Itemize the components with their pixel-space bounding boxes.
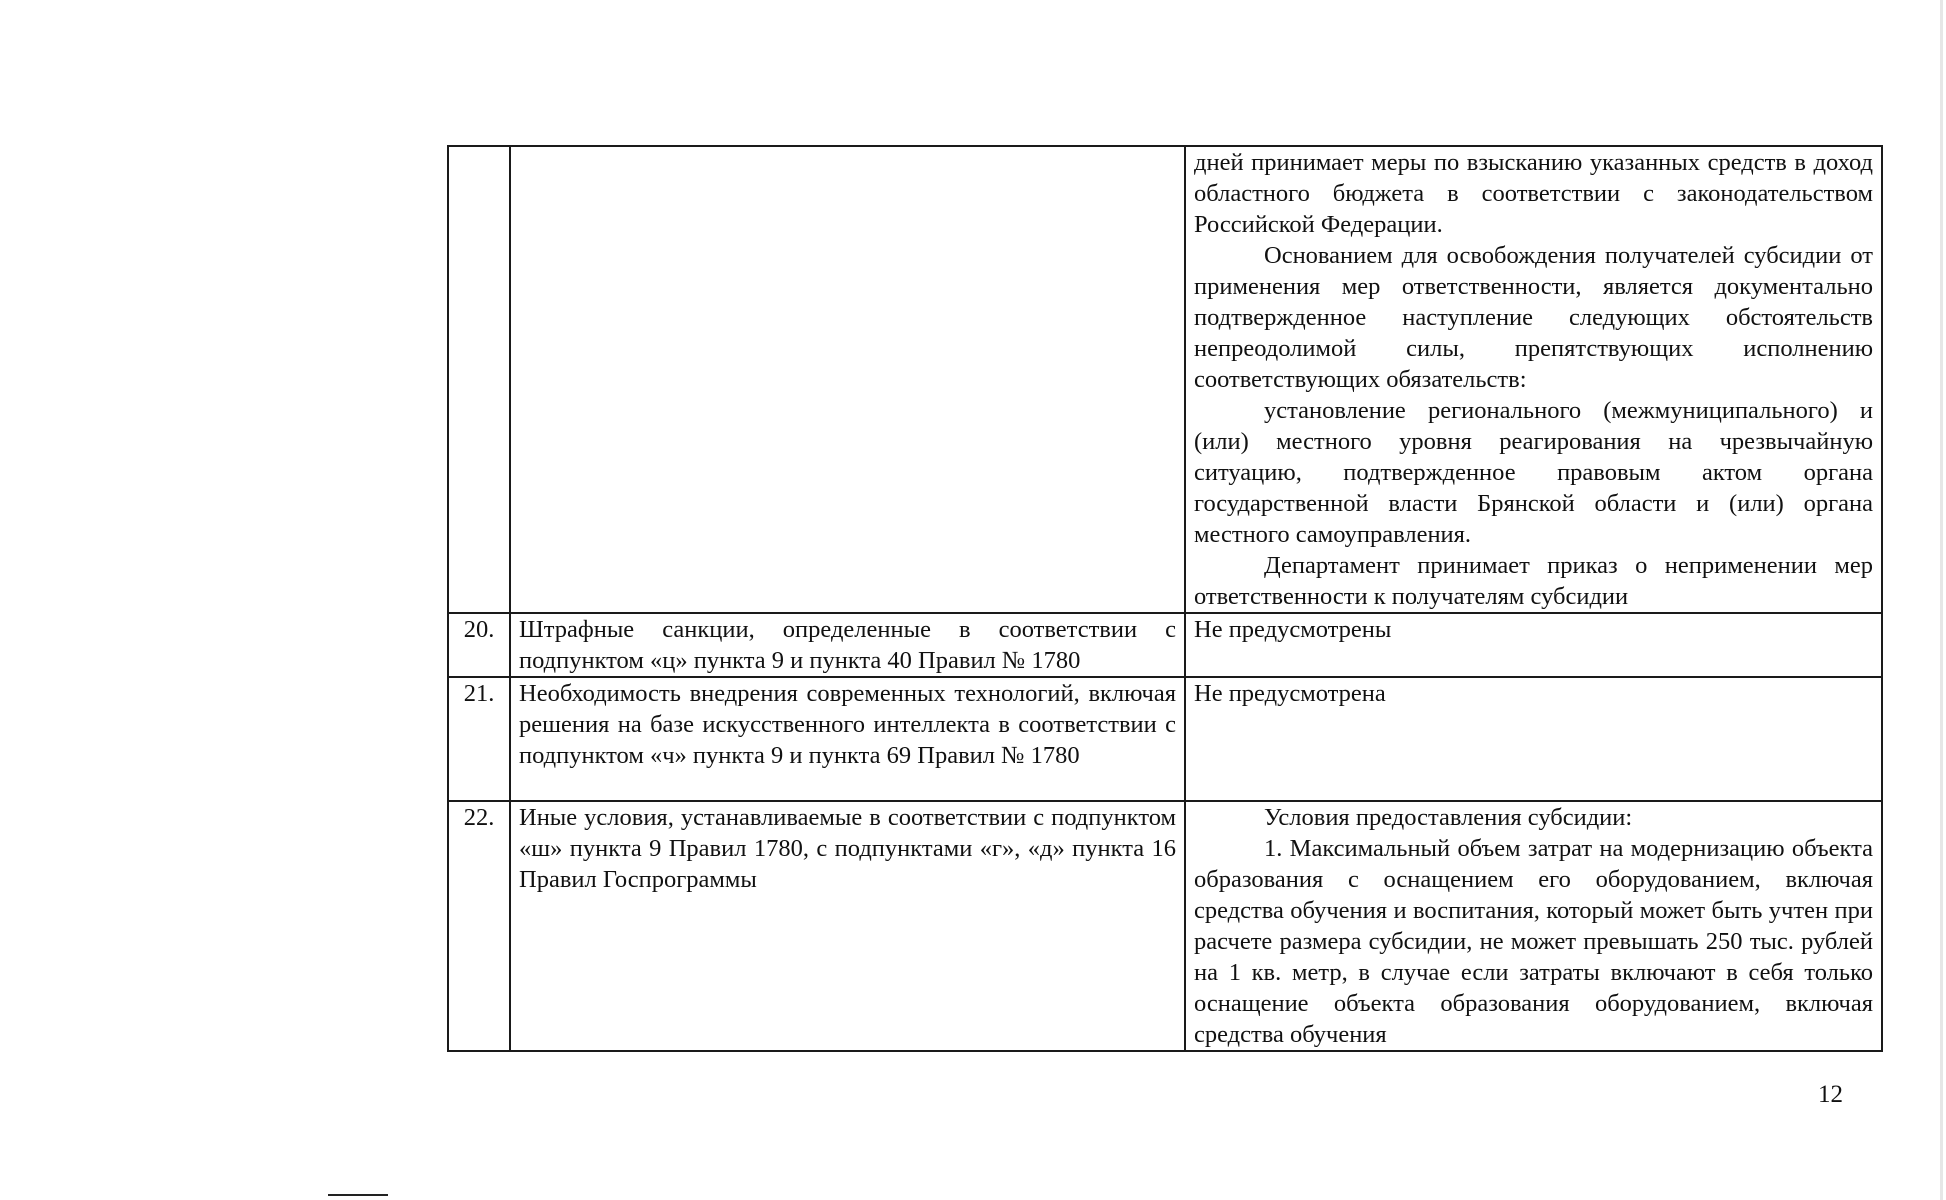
row-number-cell: 20. xyxy=(448,613,510,677)
value-paragraph: Условия предоставления субсидии: xyxy=(1264,804,1633,831)
bottom-scan-mark xyxy=(328,1194,388,1196)
condition-name-cell: Иные условия, устанавливаемые в соответствии с подпунктом «ш» пункта 9 Правил 1780, с подпунктами «г», «д» пункта 16 Правил Госпрограммы xyxy=(510,801,1185,1051)
condition-value-cell: Не предусмотрена xyxy=(1185,677,1882,801)
scan-edge-shadow xyxy=(1940,0,1943,1200)
table-row-22 xyxy=(448,801,1882,1051)
row-number-cell: 21. xyxy=(448,677,510,801)
value-paragraph: установление регионального (межмуниципального) и (или) местного уровня реагирования на чрезвычайную ситуацию, подтвержденное правовым актом органа государственной власти Брянской области и (или) органа местного самоуправления. xyxy=(1194,397,1873,548)
table-row-20 xyxy=(448,613,1882,677)
condition-name-cell xyxy=(510,146,1185,613)
row-number-cell xyxy=(448,146,510,613)
row-number-cell: 22. xyxy=(448,801,510,1051)
conditions-table xyxy=(447,145,1883,1052)
condition-name-cell: Необходимость внедрения современных технологий, включая решения на базе искусственного интеллекта в соответствии с подпунктом «ч» пункта 9 и пункта 69 Правил № 1780 xyxy=(510,677,1185,801)
value-paragraph: 1. Максимальный объем затрат на модернизацию объекта образования с оснащением его оборудованием, включая средства обучения и воспитания, который может быть учтен при расчете размера субсидии, не может превышать 250 тыс. рублей на 1 кв. метр, в случае если затраты включают в себя только оснащение объекта образования оборудованием, включая средства обучения xyxy=(1194,835,1873,1048)
table-row-21 xyxy=(448,677,1882,801)
condition-value-cell: Не предусмотрены xyxy=(1185,613,1882,677)
value-paragraph: Департамент принимает приказ о неприменении мер ответственности к получателям субсидии xyxy=(1194,552,1873,610)
page-number: 12 xyxy=(1818,1081,1843,1108)
condition-value-cell xyxy=(1185,146,1882,613)
value-paragraph: Основанием для освобождения получателей субсидии от применения мер ответственности, является документально подтвержденное наступление следующих обстоятельств непреодолимой силы, препятствующих исполнению соответствующих обязательств: xyxy=(1194,242,1873,393)
value-paragraph: дней принимает меры по взысканию указанных средств в доход областного бюджета в соответствии с законодательством Российской Федерации. xyxy=(1194,149,1873,238)
condition-value-cell xyxy=(1185,801,1882,1051)
table-row-continuation xyxy=(448,146,1882,613)
condition-name-cell: Штрафные санкции, определенные в соответствии с подпунктом «ц» пункта 9 и пункта 40 Правил № 1780 xyxy=(510,613,1185,677)
